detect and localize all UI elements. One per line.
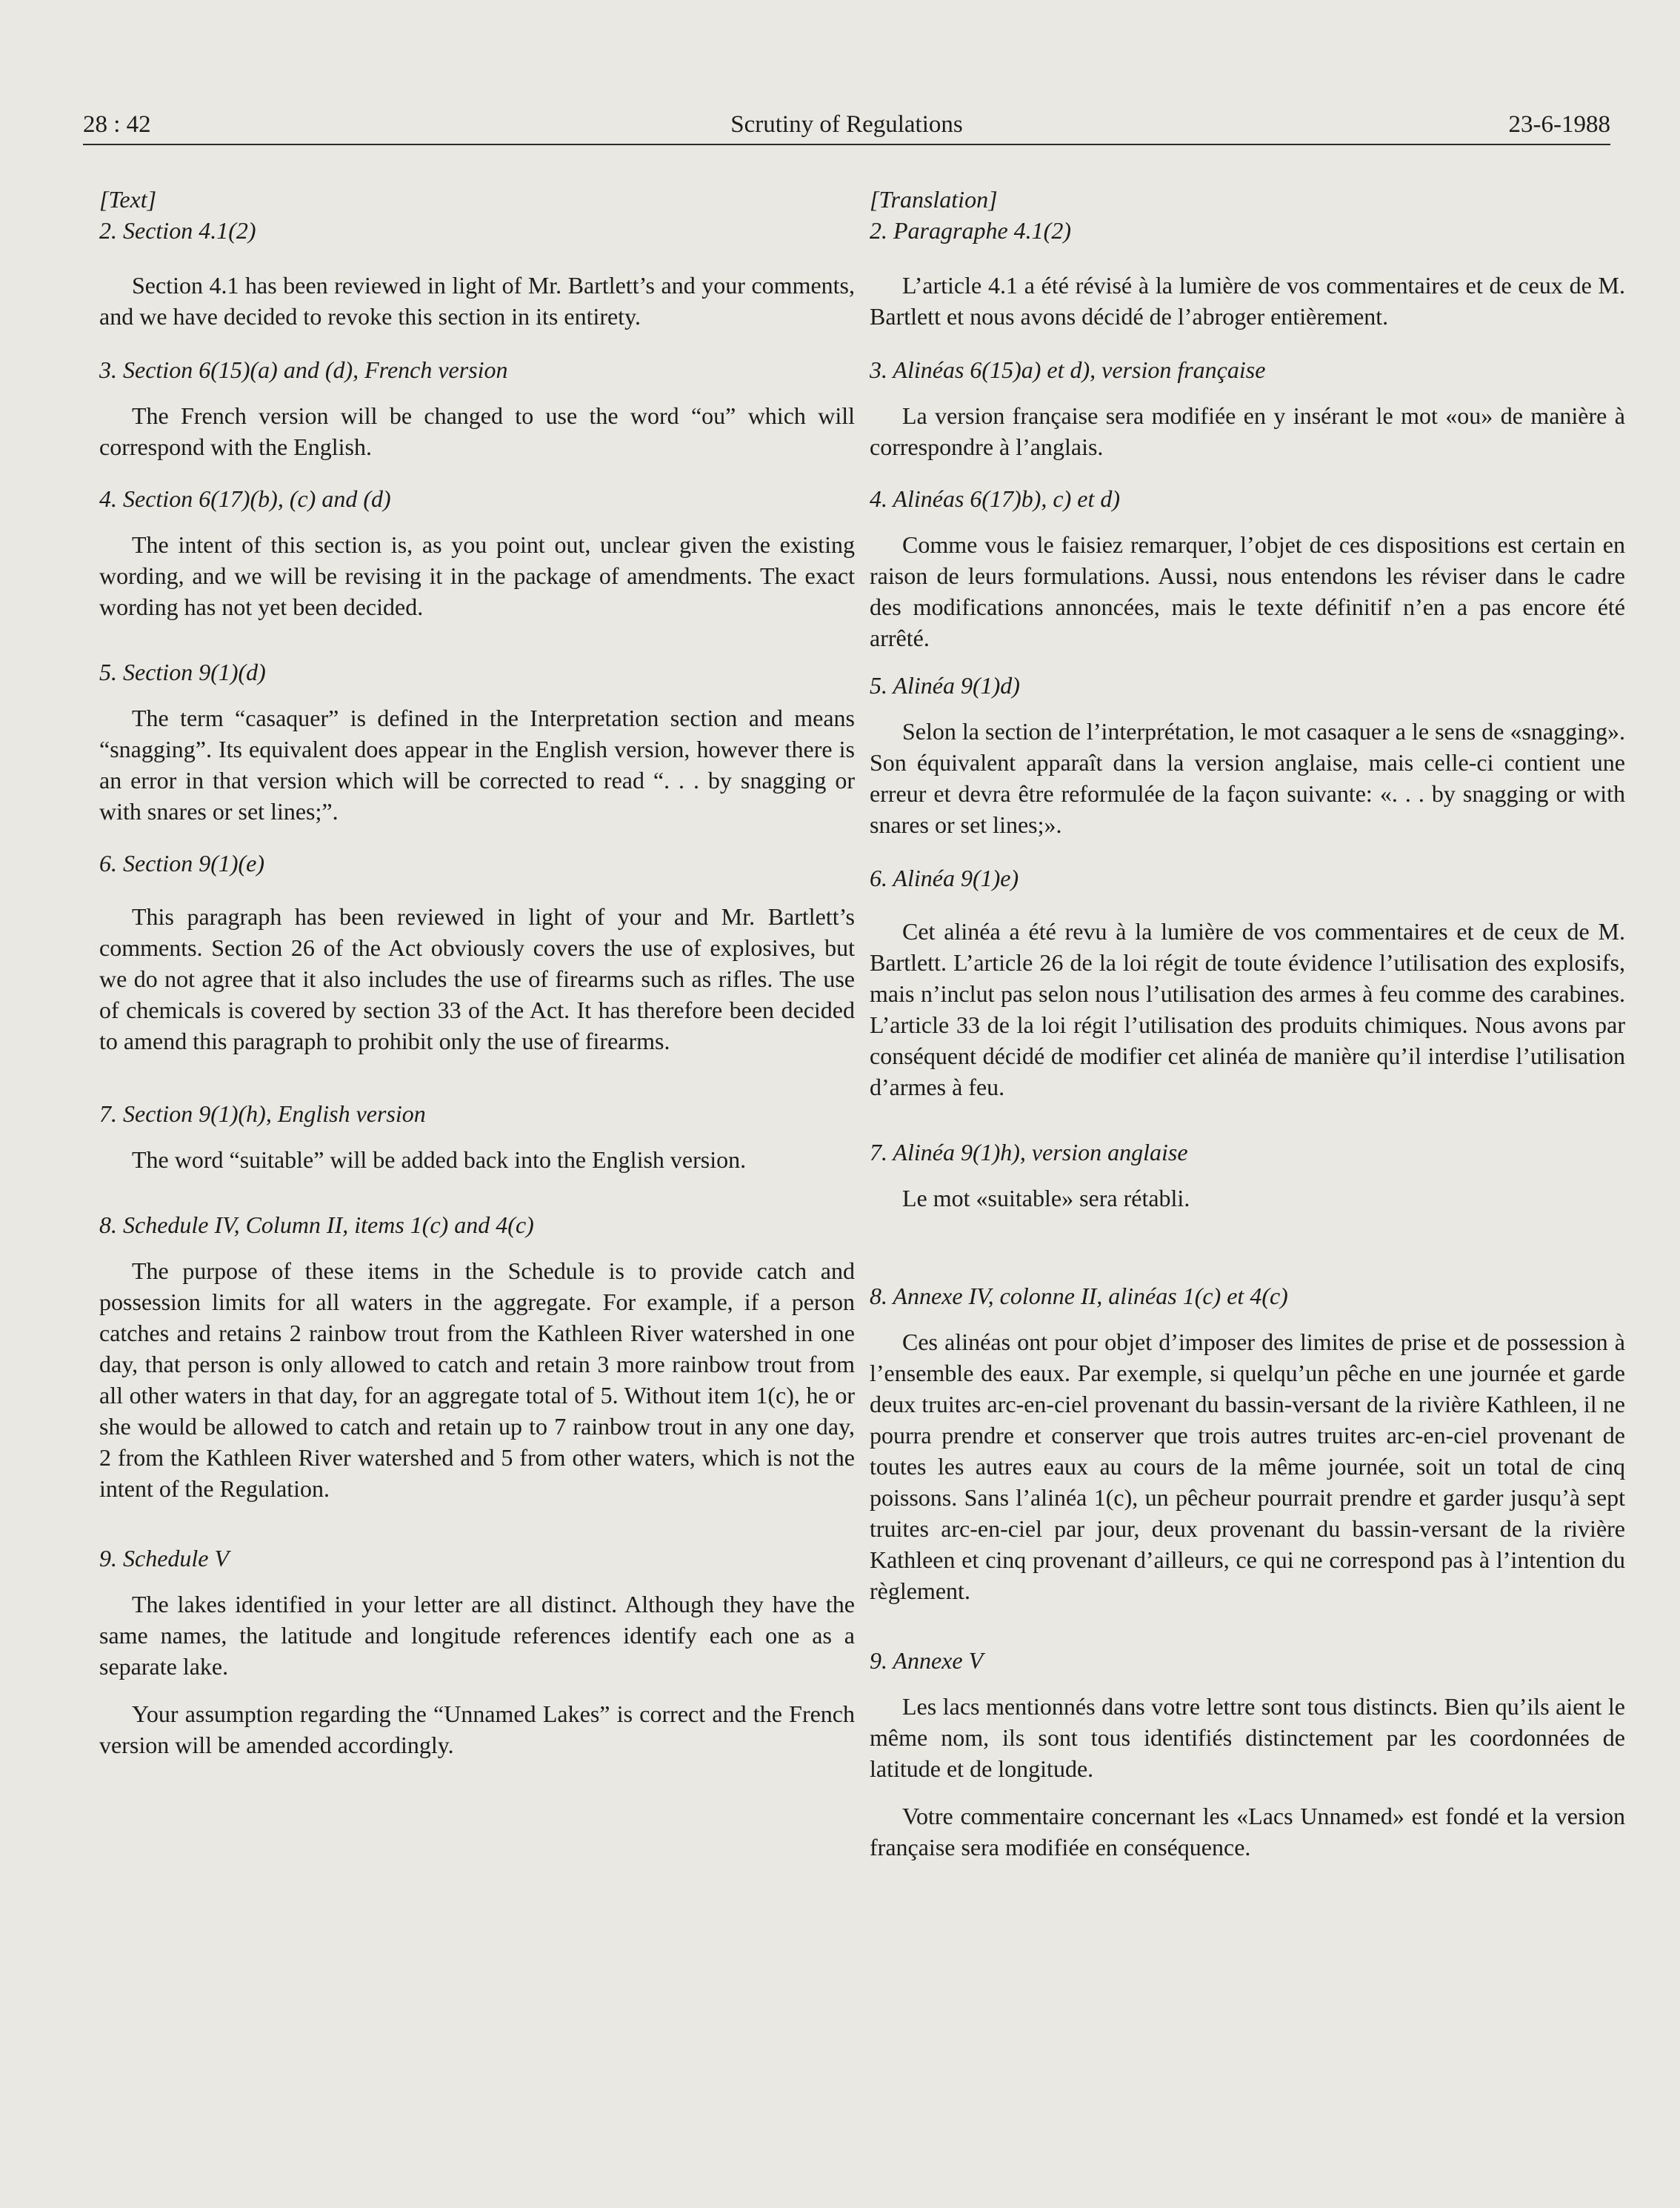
section-paragraph: Ces alinéas ont pour objet d’imposer des limites de prise et de possession à l’ensemble des eaux. Par exemple, si quelqu’un pêche en une journée et garde deux truites arc-en-ciel provenant du bassin-versant de la rivière Kathleen, il ne pourra prendre et conserver que trois autres truites arc-en-ciel provenant de toutes les autres eaux au cours de la même journée, soit un total de cinq poissons. Sans l’alinéa 1(c), un pêcheur pourrait prendre et garder jusqu’à sept truites arc-en-ciel par jour, deux provenant du bassin-versant de la rivière Kathleen et cinq provenant d’ailleurs, ce qui ne correspond pas à l’intention du règlement. bbox=[870, 1329, 1625, 1604]
section-block bbox=[99, 656, 855, 827]
section-heading: 2. Section 4.1(2) bbox=[99, 217, 256, 244]
section-block bbox=[99, 215, 855, 332]
section-heading: 8. Schedule IV, Column II, items 1(c) and 4(c) bbox=[99, 1211, 534, 1238]
section-heading: 6. Section 9(1)(e) bbox=[99, 850, 265, 877]
section-heading: 3. Alinéas 6(15)a) et d), version française bbox=[870, 356, 1266, 383]
section-block bbox=[870, 670, 1625, 840]
page-header bbox=[83, 105, 1610, 145]
section-heading: 2. Paragraphe 4.1(2) bbox=[870, 217, 1071, 244]
section-block bbox=[99, 1209, 855, 1504]
section-paragraph: The term “casaquer” is defined in the Interpretation section and means “snagging”. Its equivalent does appear in the English version, however there is an error in that version which will be corrected to read “. . . by snagging or with snares or set lines;”. bbox=[99, 705, 855, 825]
section-paragraph: The intent of this section is, as you point out, unclear given the existing wording, and we will be revising it in the package of amendments. The exact wording has not yet been decided. bbox=[99, 531, 855, 620]
section-block bbox=[870, 1645, 1625, 1863]
column-tag: [Text] bbox=[99, 186, 157, 213]
section-block bbox=[99, 1098, 855, 1175]
section-heading: 8. Annexe IV, colonne II, alinéas 1(c) et 4(c) bbox=[870, 1283, 1288, 1309]
section-block bbox=[870, 483, 1625, 654]
section-block bbox=[99, 1543, 855, 1760]
section-heading: 9. Annexe V bbox=[870, 1647, 984, 1674]
section-block bbox=[99, 354, 855, 462]
english-column bbox=[99, 184, 855, 1760]
section-heading: 6. Alinéa 9(1)e) bbox=[870, 865, 1019, 891]
section-heading: 9. Schedule V bbox=[99, 1545, 230, 1572]
section-block bbox=[99, 848, 855, 1057]
section-heading: 7. Alinéa 9(1)h), version anglaise bbox=[870, 1139, 1188, 1165]
section-paragraph: The purpose of these items in the Schedule is to provide catch and possession limits for all waters in the aggregate. For example, if a person catches and retains 2 rainbow trout from the Kathleen River watershed in one day, that person is only allowed to catch and retain 3 more rainbow trout from all other waters in that day, for an aggregate total of 5. Without item 1(c), he or she would be allowed to catch and retain up to 7 rainbow trout in any one day, 2 from the Kathleen River watershed and 5 from other waters, which is not the intent of the Regulation. bbox=[99, 1257, 855, 1502]
section-heading: 4. Alinéas 6(17)b), c) et d) bbox=[870, 485, 1120, 512]
section-block bbox=[870, 354, 1625, 462]
section-block bbox=[870, 1280, 1625, 1606]
section-paragraph: L’article 4.1 a été révisé à la lumière de vos commentaires et de ceux de M. Bartlett et nous avons décidé de l’abroger entièrement. bbox=[870, 272, 1625, 330]
french-column bbox=[870, 184, 1625, 1863]
section-paragraph: Les lacs mentionnés dans votre lettre sont tous distincts. Bien qu’ils aient le même nom, ils sont tous identifiés distinctement par les coordonnées de latitude et de longitude. bbox=[870, 1693, 1625, 1782]
section-paragraph: The French version will be changed to use the word “ou” which will correspond with the English. bbox=[99, 402, 855, 460]
running-title: Scrutiny of Regulations bbox=[730, 111, 963, 138]
section-paragraph: Section 4.1 has been reviewed in light of Mr. Bartlett’s and your comments, and we have decided to revoke this section in its entirety. bbox=[99, 272, 855, 330]
page-reference: 28 : 42 bbox=[83, 111, 151, 138]
section-heading: 7. Section 9(1)(h), English version bbox=[99, 1100, 426, 1127]
section-paragraph: La version française sera modifiée en y insérant le mot «ou» de manière à correspondre à l’anglais. bbox=[870, 402, 1625, 460]
section-block bbox=[99, 483, 855, 622]
section-paragraph: Cet alinéa a été revu à la lumière de vos commentaires et de ceux de M. Bartlett. L’article 26 de la loi régit de toute évidence l’utilisation des explosifs, mais n’inclut pas selon nous l’utilisation des armes à feu comme des carabines. L’article 33 de la loi régit l’utilisation des produits chimiques. Nous avons par conséquent décidé de modifier cet alinéa de manière qu’il interdise l’utilisation d’armes à feu. bbox=[870, 918, 1625, 1100]
section-block bbox=[870, 862, 1625, 1103]
section-paragraph: Le mot «suitable» sera rétabli. bbox=[902, 1185, 1190, 1211]
section-heading: 5. Alinéa 9(1)d) bbox=[870, 672, 1020, 699]
section-paragraph: The word “suitable” will be added back into the English version. bbox=[132, 1146, 747, 1173]
issue-date: 23-6-1988 bbox=[1508, 111, 1610, 138]
section-paragraph: Your assumption regarding the “Unnamed Lakes” is correct and the French version will be amended accordingly. bbox=[99, 1700, 855, 1758]
section-heading: 4. Section 6(17)(b), (c) and (d) bbox=[99, 485, 391, 512]
section-paragraph: Selon la section de l’interprétation, le mot casaquer a le sens de «snagging». Son équivalent apparaît dans la version anglaise, mais celle-ci contient une erreur et devra être reformulée de la façon suivante: «. . . by snagging or with snares or set lines;». bbox=[870, 718, 1625, 838]
column-tag: [Translation] bbox=[870, 186, 998, 213]
section-heading: 5. Section 9(1)(d) bbox=[99, 659, 266, 685]
section-heading: 3. Section 6(15)(a) and (d), French version bbox=[99, 356, 508, 383]
section-paragraph: Votre commentaire concernant les «Lacs Unnamed» est fondé et la version française sera modifiée en conséquence. bbox=[870, 1803, 1625, 1860]
section-paragraph: Comme vous le faisiez remarquer, l’objet de ces dispositions est certain en raison de leurs formulations. Aussi, nous entendons les réviser dans le cadre des modifications annoncées, mais le texte définitif n’en a pas encore été arrêté. bbox=[870, 531, 1625, 651]
section-paragraph: This paragraph has been reviewed in light of your and Mr. Bartlett’s comments. Section 26 of the Act obviously covers the use of explosives, but we do not agree that it also includes the use of firearms such as rifles. The use of chemicals is covered by section 33 of the Act. It has therefore been decided to amend this paragraph to prohibit only the use of firearms. bbox=[99, 903, 855, 1054]
section-block bbox=[870, 215, 1625, 332]
section-block bbox=[870, 1137, 1625, 1214]
section-paragraph: The lakes identified in your letter are all distinct. Although they have the same names, the latitude and longitude references identify each one as a separate lake. bbox=[99, 1591, 855, 1680]
